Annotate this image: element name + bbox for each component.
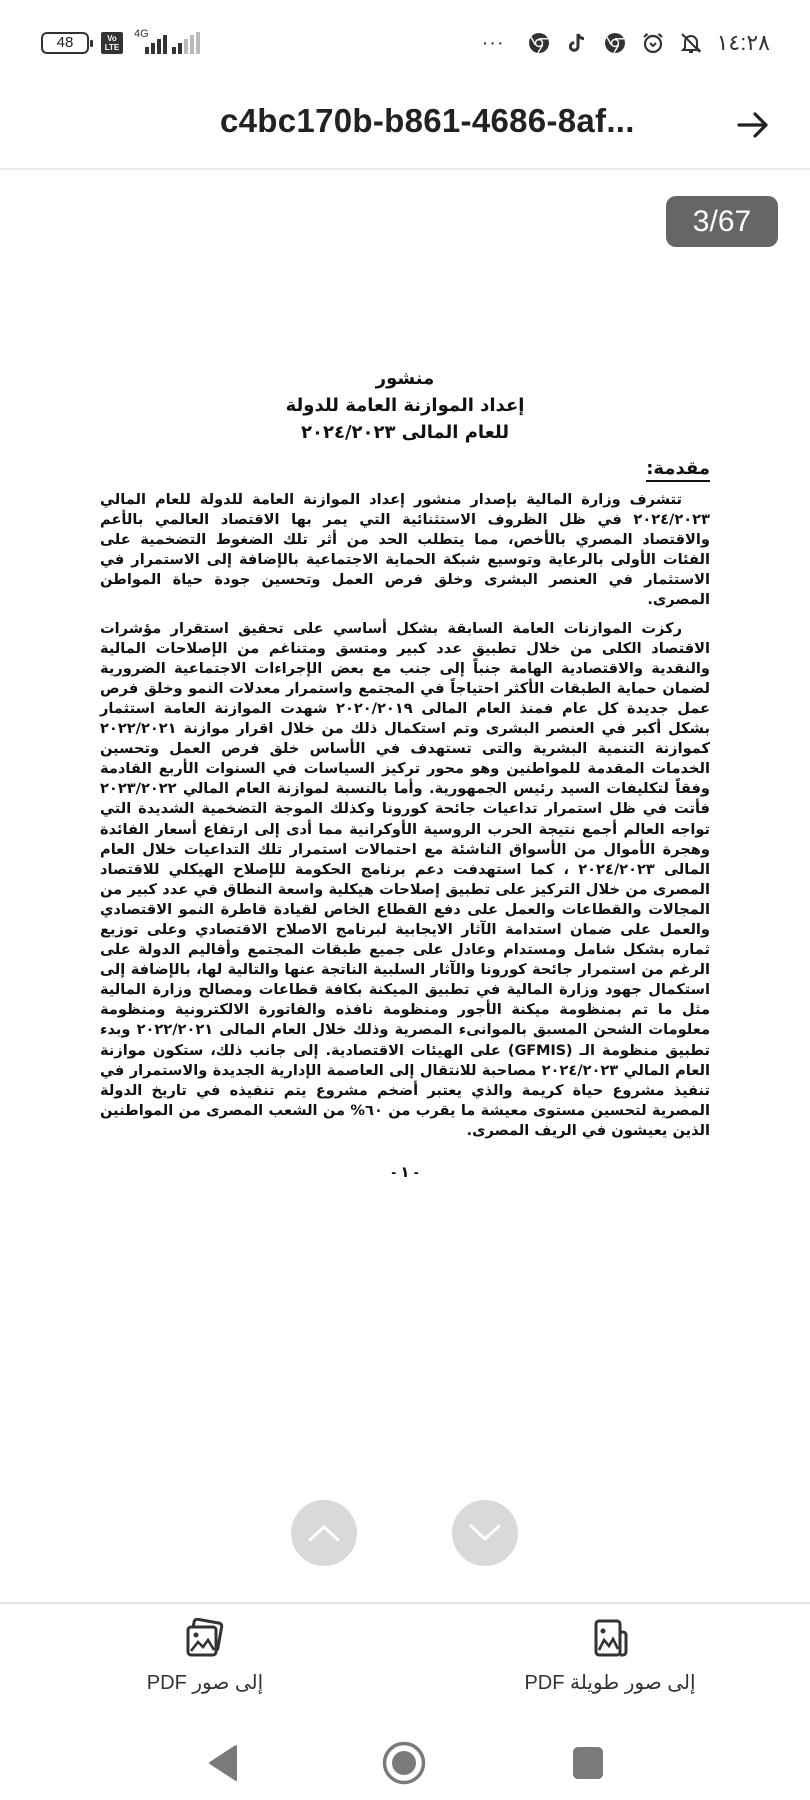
volte-bottom: LTE xyxy=(104,43,120,52)
system-navigation-bar xyxy=(0,1720,810,1800)
back-triangle-icon xyxy=(206,1743,240,1783)
home-circle-icon xyxy=(381,1740,427,1786)
chevron-up-icon xyxy=(307,1523,341,1543)
volte-icon xyxy=(101,32,123,54)
paragraph: تتشرف وزارة المالية بإصدار منشور إعداد الموازنة العامة للدولة للعام المالي ٢٠٢٤/٢٠٢٣ في ظل الظروف الاستثنائية التي يمر بها الاقتصاد العالمي بالأعم والاقتصاد المصري بالأخص، مما يتطلب الحد من أثر تلك الضغوط التضخمية على الفئات الأولى بالرعاية وتوسيع شبكة الحماية الاجتماعية بالإضافة إلى الاستمرار في الاستثمار في العنصر البشرى وخلق فرص العمل وتحسين جودة حياة المواطن المصرى. xyxy=(100,491,710,609)
page-number: - ١ - xyxy=(391,1164,419,1181)
heading-line: منشور xyxy=(375,368,435,389)
convert-to-images-button[interactable] xyxy=(130,1618,280,1695)
document-heading xyxy=(100,365,710,446)
network-type: 4G xyxy=(134,28,149,40)
chrome-icon xyxy=(527,31,551,55)
arrow-right-icon xyxy=(735,107,771,143)
battery-indicator xyxy=(41,32,89,54)
convert-to-long-image-button[interactable] xyxy=(520,1618,700,1695)
previous-page-button[interactable] xyxy=(291,1500,357,1566)
paragraph: ركزت الموازنات العامة السابقة بشكل أساسي على تحقيق استقرار مؤشرات الاقتصاد الكلى من خلال تطبيق عدد كبير ومتسق ومتناغم من الإصلاحات المالية والنقدية والاقتصادية الهامة جنباً إلى جنب مع بعض الإجراءات الاجتماعية الضرورية لضمان حماية الطبقات الأكثر احتياجاً في المجتمع واستمرار معدلات النمو وخلق فرص عمل جديدة كل عام فمنذ العام المالى ٢٠٢٠/٢٠١٩ شهدت الموازنة العامة استثمار بشكل أكبر في العنصر البشرى وتم استكمال ذلك من خلال اقرار موازنة ٢٠٢٢/٢٠٢١ كموازنة التنمية البشرية والتى تستهدف في الأساس خلق فرص العمل وتحسين الخدمات المقدمة للمواطنين وهو محور تركيز السياسات في السنوات الأربع القادمة وفقاً لتكليفات السيد رئيس الجمهورية. وأما بالنسبة لموازنة العام المالي ٢٠٢٣/٢٠٢٢ فأتت في ظل استمرار تداعيات جائحة كورونا وكذلك الموجة التضخمية الشديدة التي تواجه العالم أجمع نتيجة الحرب الروسية الأوكرانية مما أدى إلى ارتفاع أسعار الفائدة وهجرة الأموال من الأسواق الناشئة مع احتمالات استمرار تلك التداعيات خلال العام المالى ٢٠٢٤/٢٠٢٣ ، كما استهدفت دعم برنامج الحكومة للإصلاح الهيكلي للاقتصاد المصرى من خلال التركيز على تطبيق إصلاحات هيكلية واسعة النطاق في عدد كبير من المجالات والقطاعات والعمل على دفع القطاع الخاص لقيادة قاطرة النمو الاقتصادي والعمل على ضمان استدامة الآثار الايجابية لبرنامج الاصلاح الاقتصادي وعلى توزيع ثماره بشكل شامل ومستدام وعادل على جميع طبقات المجتمع وأقاليم الدولة على الرغم من استمرار جائحة كورونا والآثار السلبية الناتجة عنها والتالية لها، بالإضافة إلى استكمال جهود وزارة المالية في تطبيق الميكنة بكافة قطاعات ومصالح وزارة المالية مثل ما تم بمنظومة ميكنة الأجور ومنظومة نافذه والفاتورة الالكترونية ومنظومة معلومات الشحن المسبق بالموانىء المصرية وذلك خلال العام المالى ٢٠٢٢/٢٠٢١ وبدء تطبيق منظومة الـ (GFMIS) على الهيئات الاقتصادية. إلى جانب ذلك، ستكون موازنة العام المالي ٢٠٢٤/٢٠٢٣ مصاحبة للانتقال إلى العاصمة الإدارية الجديدة والاستمرار في تنفيذ مشروع حياة كريمة والذي يعتبر أضخم مشروع يتم تنفيذه في تاريخ الدولة المصرية لتحسين مستوى معيشة ما يقرب من ٦٠% من الشعب المصرى من المواطنين الذين يعيشون في الريف المصرى. xyxy=(100,619,710,1139)
heading-line: للعام المالى ٢٠٢٤/٢٠٢٣ xyxy=(301,422,509,443)
signal-strength-icon xyxy=(145,32,167,54)
system-home-button[interactable] xyxy=(379,1738,429,1788)
status-icons xyxy=(482,26,770,60)
signal-strength-sim2-icon xyxy=(172,32,200,54)
intro-label: مقدمة: xyxy=(646,458,710,482)
convert-to-images-label: إلى صور PDF xyxy=(146,1672,264,1694)
clock: ١٤:٢٨ xyxy=(716,30,770,55)
convert-to-long-image-label: إلى صور طويلة PDF xyxy=(524,1672,696,1694)
chrome-icon xyxy=(603,31,627,55)
images-icon xyxy=(183,1618,227,1658)
volte-top: Vo xyxy=(107,34,117,43)
app-header xyxy=(0,90,810,170)
more-notifications-icon: ··· xyxy=(481,31,505,54)
chevron-down-icon xyxy=(468,1523,502,1543)
next-page-button[interactable] xyxy=(452,1500,518,1566)
recents-square-icon xyxy=(571,1745,605,1781)
document-title: c4bc170b-b861-4686-8af... xyxy=(220,102,635,139)
page-indicator: 3/67 xyxy=(666,196,778,247)
status-bar xyxy=(0,0,810,90)
battery-level: 48 xyxy=(56,34,74,51)
system-back-button[interactable] xyxy=(198,1738,248,1788)
heading-line: إعداد الموازنة العامة للدولة xyxy=(285,395,525,416)
long-image-icon xyxy=(588,1618,632,1658)
system-recents-button[interactable] xyxy=(563,1738,613,1788)
bottom-toolbar xyxy=(0,1602,810,1720)
document-page xyxy=(100,365,710,1181)
forward-button[interactable] xyxy=(730,102,776,148)
alarm-icon xyxy=(641,31,665,55)
notifications-off-icon xyxy=(679,31,703,55)
tiktok-icon xyxy=(565,31,589,55)
